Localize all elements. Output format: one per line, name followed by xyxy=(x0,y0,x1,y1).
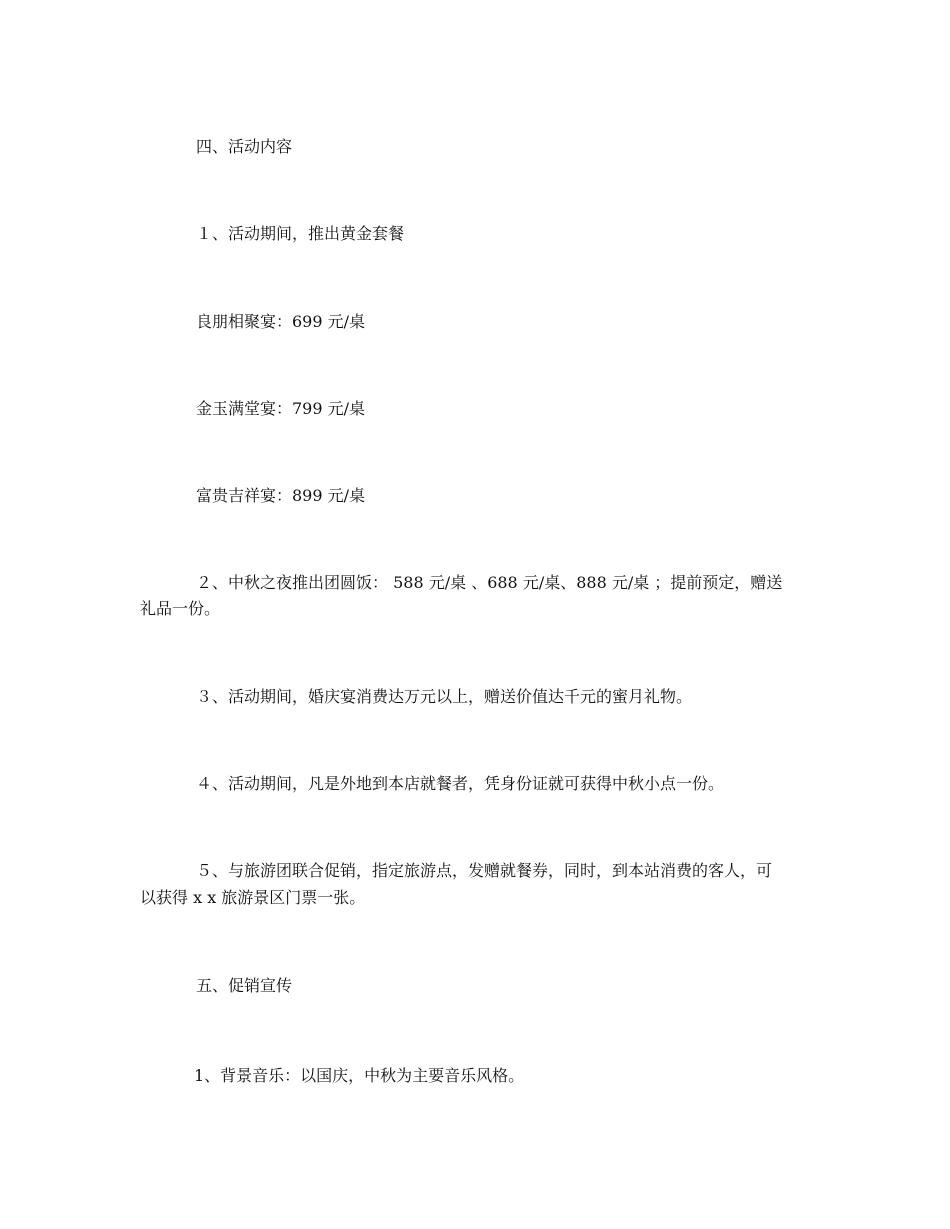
list-item-wedding: ３、活动期间，婚庆宴消费达万元以上，赠送价值达千元的蜜月礼物。 xyxy=(196,687,693,706)
list-item-background-music: 1、背景音乐：以国庆，中秋为主要音乐风格。 xyxy=(194,1066,525,1085)
section-heading-activities: 四、活动内容 xyxy=(196,137,293,156)
list-item-tourism-cont: 以获得 x x 旅游景区门票一张。 xyxy=(140,888,366,907)
section-heading-promotion: 五、促销宣传 xyxy=(196,976,293,995)
list-item-gold-set-meal: １、活动期间，推出黄金套餐 xyxy=(196,224,405,243)
menu-item: 富贵吉祥宴：899 元/桌 xyxy=(196,486,366,505)
menu-item: 金玉满堂宴：799 元/桌 xyxy=(196,399,366,418)
list-item-reunion-dinner: ２、中秋之夜推出团圆饭： 588 元/桌 、688 元/桌、888 元/桌 ；提前预定，赠送 xyxy=(196,573,783,592)
list-item-tourism: ５、与旅游团联合促销，指定旅游点，发赠就餐券，同时，到本站消费的客人，可 xyxy=(196,861,773,880)
list-item-reunion-dinner-cont: 礼品一份。 xyxy=(140,599,221,618)
list-item-visitors: ４、活动期间，凡是外地到本店就餐者，凭身份证就可获得中秋小点一份。 xyxy=(196,774,725,793)
menu-item: 良朋相聚宴：699 元/桌 xyxy=(196,312,366,331)
